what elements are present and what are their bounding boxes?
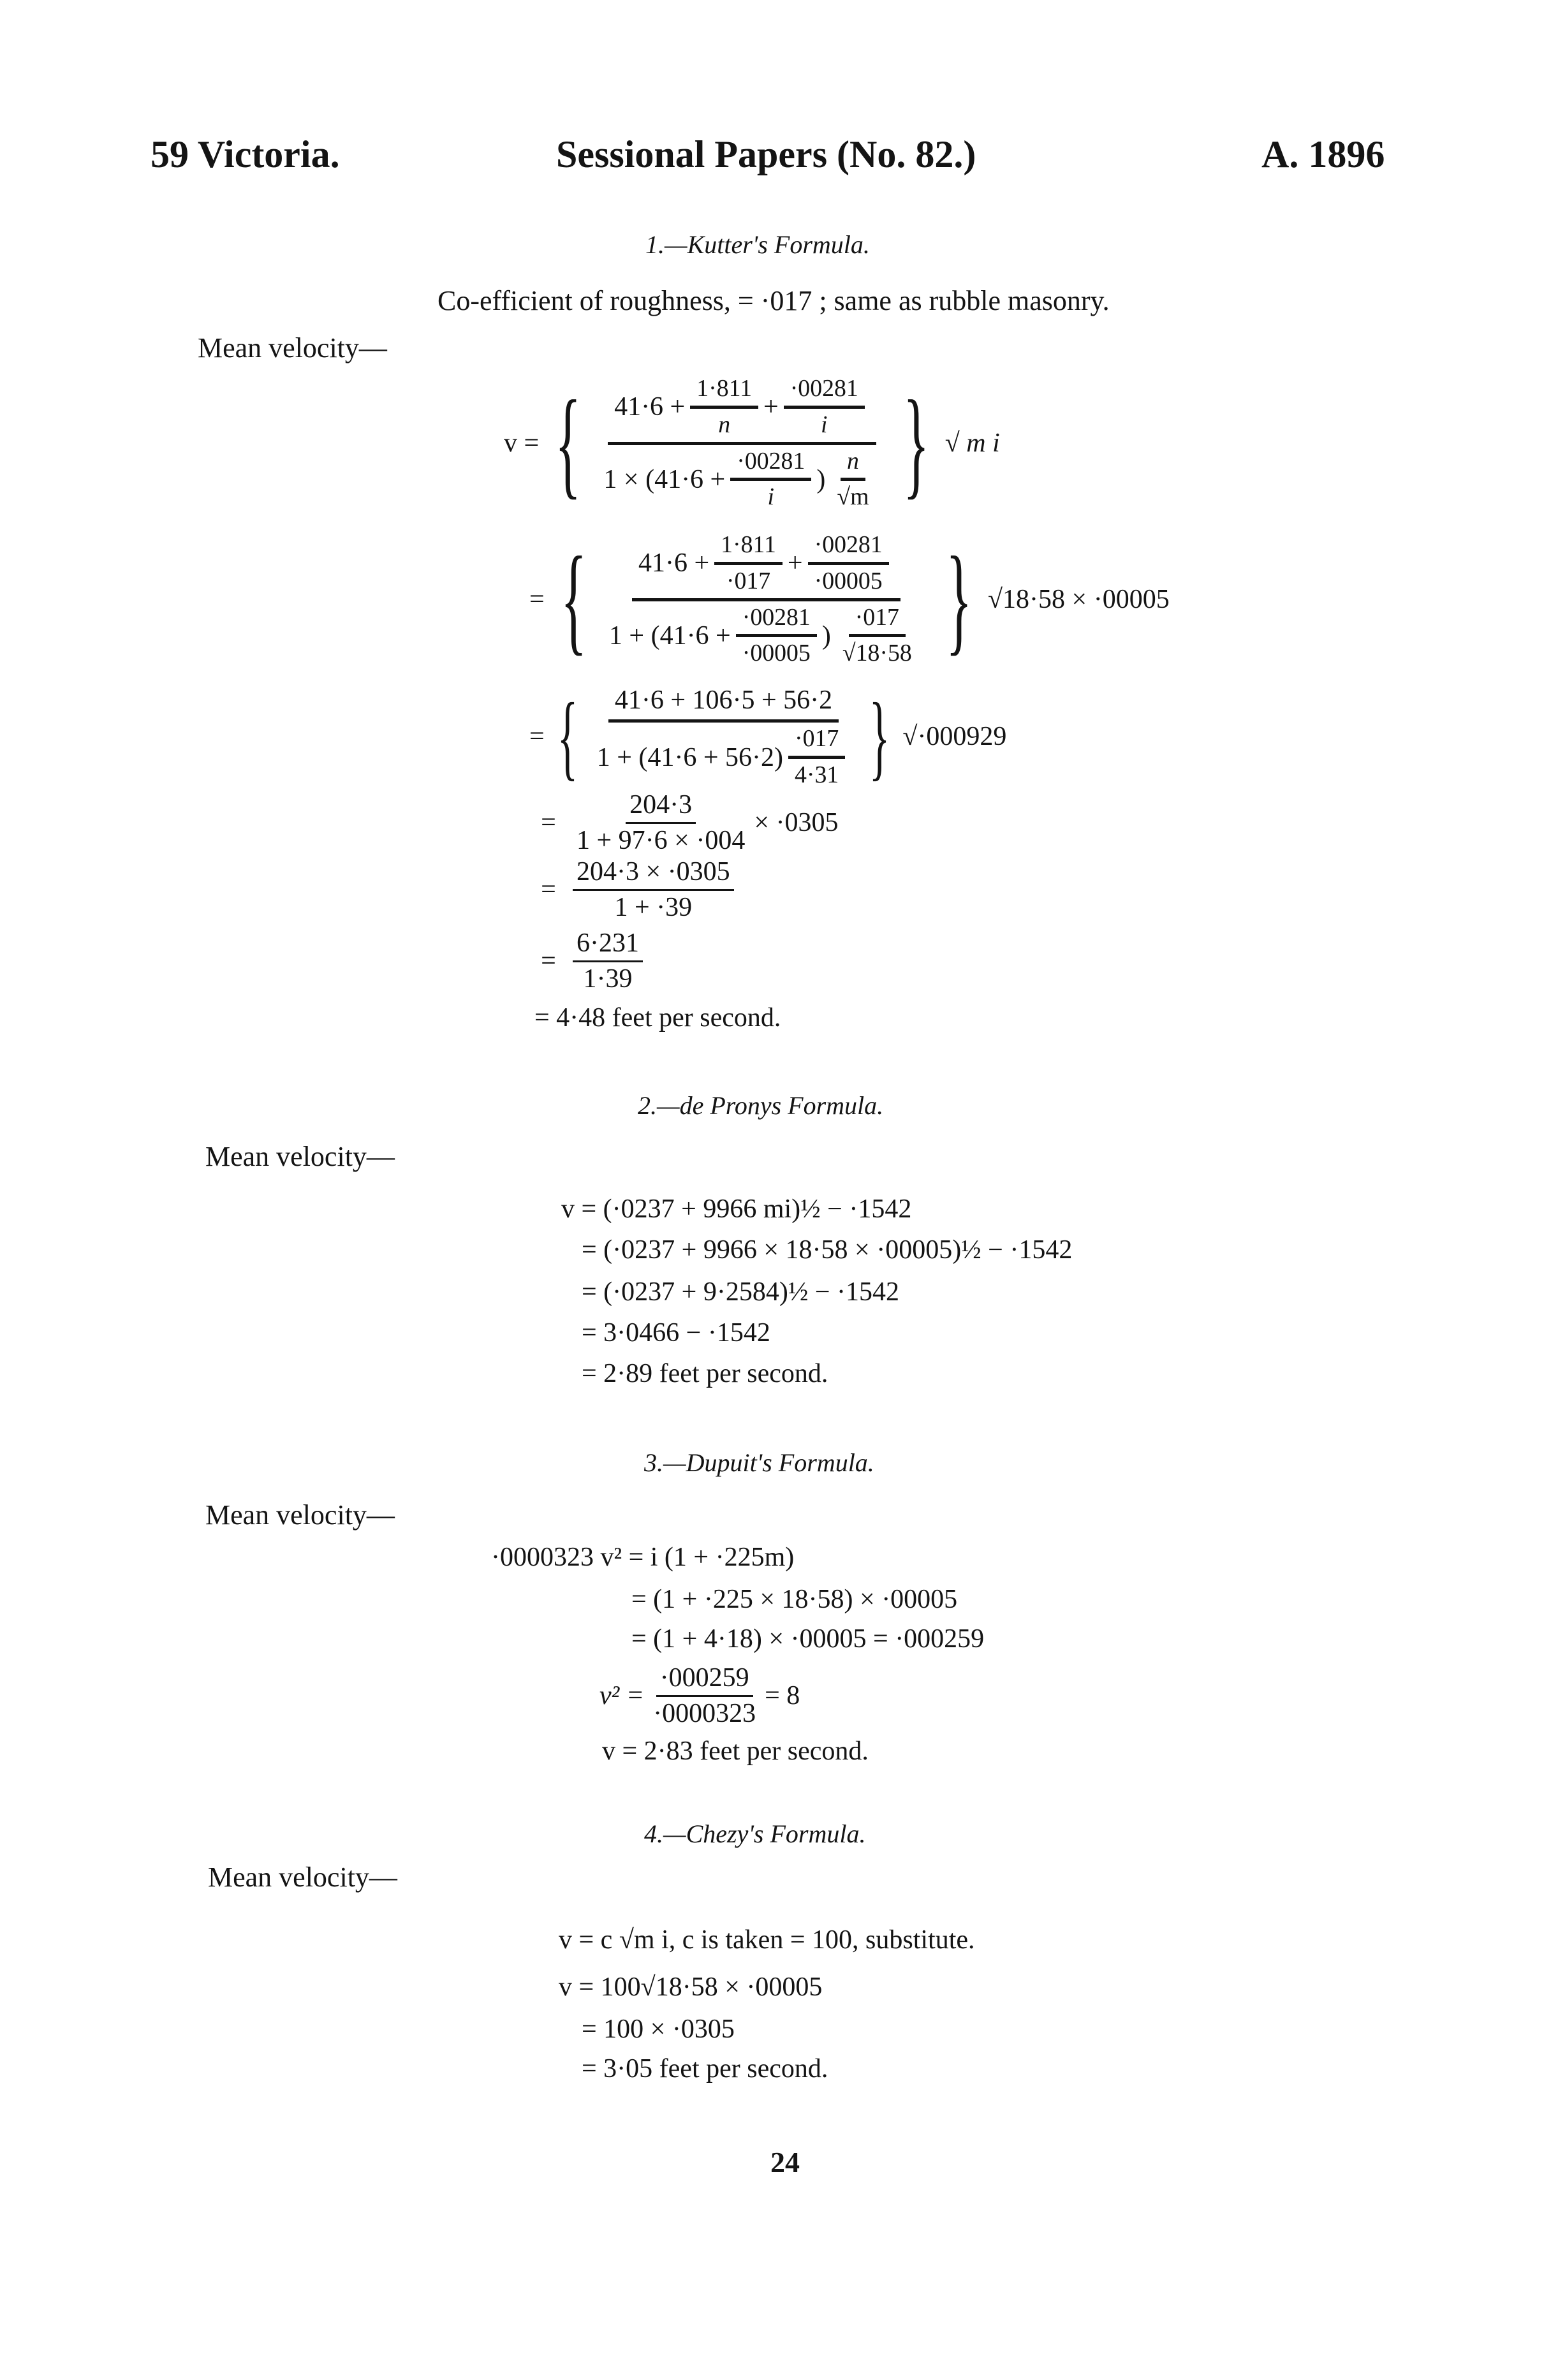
right-brace-icon: } — [902, 376, 929, 510]
kutter-eq-4 — [529, 784, 839, 861]
numerator: n — [841, 449, 865, 481]
page-number: 24 — [770, 2146, 800, 2178]
chezy-line-2: v = 100√18·58 × ·00005 — [559, 1972, 823, 2002]
prony-line-3: = (·0237 + 9·2584)½ − ·1542 — [582, 1277, 899, 1307]
numerator — [632, 533, 900, 601]
kutter-eq2-fraction — [603, 533, 930, 666]
denominator: 4·31 — [795, 761, 839, 788]
kutter-eq-1 — [504, 370, 1000, 517]
equals: = — [541, 946, 556, 976]
fraction — [649, 1664, 760, 1727]
equals: = — [529, 722, 545, 751]
prony-line-2: = (·0237 + 9966 × 18·58 × ·00005)½ − ·1542 — [582, 1235, 1073, 1265]
operator: + — [763, 392, 779, 422]
kutter-result: = 4·48 feet per second. — [534, 1003, 781, 1032]
denominator: 1 + 97·6 × ·004 — [577, 825, 746, 855]
fraction — [784, 376, 865, 437]
dupuit-result: v = 2·83 feet per second. — [602, 1737, 869, 1766]
denominator: n — [718, 411, 731, 438]
header-left: 59 Victoria. — [151, 133, 340, 175]
denominator: i — [767, 483, 775, 511]
fraction — [730, 449, 811, 510]
denominator: 1·39 — [583, 964, 633, 994]
numerator: ·00281 — [808, 533, 889, 565]
section-4-label: Mean velocity— — [208, 1862, 397, 1893]
numerator: 1·811 — [714, 533, 783, 565]
prony-line-1: v = (·0237 + 9966 mi)½ − ·1542 — [561, 1194, 912, 1224]
term: 1 × (41·6 + — [603, 464, 726, 494]
section-1-intro: Co-efficient of roughness, = ·017 ; same as rubble masonry. — [437, 285, 1110, 316]
numerator: 6·231 — [573, 929, 643, 962]
sqrt-value: √·000929 — [902, 722, 1007, 751]
term: 41·6 + — [614, 392, 686, 422]
section-2-label: Mean velocity— — [205, 1141, 395, 1172]
lhs: v² = — [599, 1681, 645, 1710]
left-brace-icon: { — [560, 532, 587, 666]
numerator: ·017 — [788, 726, 845, 759]
header-center: Sessional Papers (No. 82.) — [556, 133, 976, 175]
sqrt-mi: √ m i — [945, 429, 1000, 458]
prony-result: = 2·89 feet per second. — [582, 1359, 828, 1388]
kutter-eq1-denominator — [597, 445, 886, 510]
numerator: 204·3 — [626, 791, 696, 823]
numerator: ·00281 — [784, 376, 865, 409]
numerator: ·00281 — [736, 605, 817, 638]
fraction — [788, 726, 845, 788]
numerator: ·00281 — [730, 449, 811, 481]
dupuit-line-3: = (1 + 4·18) × ·00005 = ·000259 — [631, 1624, 985, 1654]
section-1-title: 1.—Kutter's Formula. — [645, 230, 870, 259]
right-brace-icon: } — [869, 683, 890, 790]
denominator: √m — [837, 483, 869, 511]
numerator: ·017 — [849, 605, 906, 638]
fraction — [573, 858, 734, 921]
section-4-title: 4.—Chezy's Formula. — [644, 1819, 866, 1848]
denominator: √18·58 — [842, 640, 912, 667]
kutter-eq1-lhs: v = — [504, 429, 540, 458]
equals: = — [529, 585, 545, 614]
section-3-label: Mean velocity— — [205, 1499, 395, 1531]
chezy-result: = 3·05 feet per second. — [582, 2054, 828, 2083]
fraction — [690, 376, 758, 437]
denominator: i — [821, 411, 828, 438]
denominator: ·017 — [726, 567, 771, 594]
multiplier: × ·0305 — [754, 808, 839, 837]
header-right: A. 1896 — [1261, 133, 1385, 175]
chezy-line-3: = 100 × ·0305 — [582, 2015, 735, 2044]
paren: ) — [816, 464, 826, 494]
numerator: 1·811 — [690, 376, 758, 409]
kutter-eq3-fraction — [591, 685, 857, 788]
numerator: 204·3 × ·0305 — [573, 858, 734, 890]
fraction — [573, 791, 749, 854]
denominator — [591, 723, 857, 788]
denominator: ·00005 — [814, 567, 883, 594]
fraction — [736, 605, 817, 666]
left-brace-icon: { — [557, 683, 578, 790]
kutter-eq1-fraction — [597, 376, 886, 510]
dupuit-line-4 — [599, 1661, 800, 1731]
paren: ) — [821, 621, 831, 650]
sqrt-value: √18·58 × ·00005 — [987, 585, 1170, 614]
operator: + — [787, 548, 803, 578]
denominator: ·00005 — [742, 640, 811, 667]
left-brace-icon: { — [555, 376, 582, 510]
kutter-eq1-numerator — [608, 376, 876, 444]
kutter-eq-5 — [529, 855, 739, 925]
denominator: 1 + ·39 — [614, 892, 693, 922]
section-3-title: 3.—Dupuit's Formula. — [644, 1448, 874, 1477]
fraction — [836, 605, 918, 666]
term: 1 + (41·6 + — [608, 621, 731, 650]
numerator: 41·6 + 106·5 + 56·2 — [608, 685, 839, 723]
chezy-line-1: v = c √m i, c is taken = 100, substitute. — [559, 1925, 975, 1955]
kutter-eq-3 — [529, 676, 1006, 797]
right-brace-icon: } — [945, 532, 972, 666]
kutter-eq-6 — [529, 926, 648, 996]
prony-line-4: = 3·0466 − ·1542 — [582, 1318, 770, 1348]
fraction — [573, 929, 643, 992]
dupuit-line-1: ·0000323 v² = i (1 + ·225m) — [491, 1543, 795, 1572]
denominator — [603, 601, 930, 666]
equals: = — [541, 875, 556, 904]
fraction — [830, 449, 875, 510]
equals: = — [541, 808, 556, 837]
section-1-label: Mean velocity— — [198, 332, 387, 364]
term: 1 + (41·6 + 56·2) — [596, 742, 784, 772]
kutter-eq-2 — [529, 529, 1170, 670]
result: = 8 — [765, 1681, 800, 1710]
fraction — [714, 533, 783, 594]
section-2-title: 2.—de Pronys Formula. — [638, 1091, 884, 1120]
denominator: ·0000323 — [653, 1698, 756, 1728]
fraction — [808, 533, 889, 594]
dupuit-line-2: = (1 + ·225 × 18·58) × ·00005 — [631, 1585, 958, 1614]
numerator: ·000259 — [656, 1664, 753, 1696]
term: 41·6 + — [638, 548, 710, 578]
